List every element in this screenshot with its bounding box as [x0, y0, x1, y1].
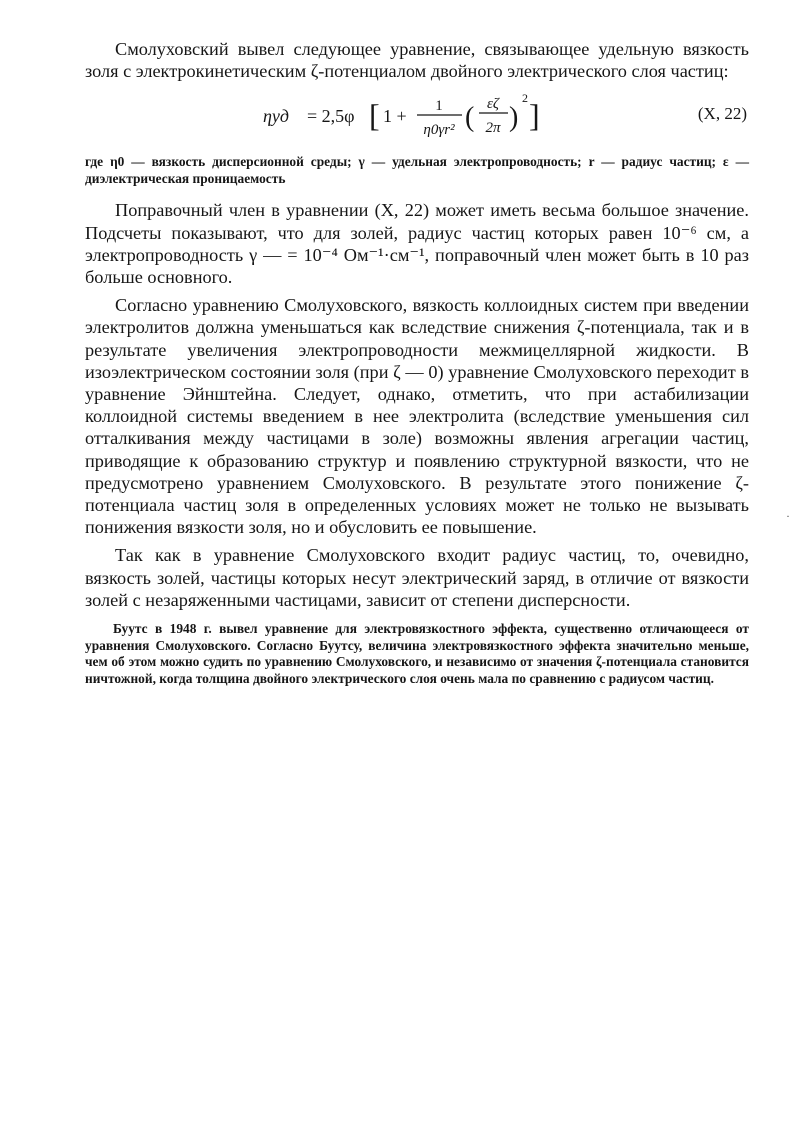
paragraph-booth: Буутс в 1948 г. вывел уравнение для электровязкостного эффекта, существенно отличающееся от уравнения Смолуховского. Согласно Буутсу, величина электровязкостного эффекта значительно меньше, чем об этом можно судить по уравнению Смолуховского, и независимо от значения ζ-потенциала становится ничтожной, когда толщина двойного электрического слоя очень мала по сравнению с радиусом частиц.	[85, 621, 749, 686]
eq-one-plus: 1 +	[383, 106, 407, 127]
paragraph-correction: Поправочный член в уравнении (X, 22) может иметь весьма большое значение. Подсчеты показывают, что для золей, радиус частиц которых равен 10⁻⁶ см, а электропроводность γ — = 10⁻⁴ Ом⁻¹·см⁻¹, поправочный член может быть в 10 раз больше основного.	[85, 200, 749, 288]
eq-bracket-right: ]	[529, 97, 540, 134]
equation-x22	[85, 84, 749, 146]
eq-paren-left: (	[465, 102, 475, 134]
page-content	[85, 38, 749, 687]
margin-mark: ·	[786, 509, 790, 523]
equation-formula	[85, 84, 749, 146]
eq-lhs: ηуд	[263, 106, 289, 127]
paragraph-smoluchowski: Согласно уравнению Смолуховского, вязкость коллоидных систем при введении электролитов должна уменьшаться как вследствие снижения ζ-потенциала, так и в результате увеличения электропроводности межмицеллярной жидкости. В изоэлектрическом состоянии золя (при ζ — 0) уравнение Смолуховского переходит в уравнение Эйнштейна. Следует, однако, отметить, что при астабилизации коллоидной системы введением в нее электролита (вследствие уменьшения сил отталкивания между частицами в золе) возможны явления агрегации частиц, приводящие к образованию структур и появлению структурной вязкости, что не предусмотрено уравнением Смолуховского. В результате этого понижение ζ-потенциала частиц золя в определенных условиях может не только не вызывать понижения вязкости золя, но и обусловить ее повышение.	[85, 295, 749, 538]
equation-legend: где η0 — вязкость дисперсионной среды; γ — удельная электропроводность; r — радиус частиц; ε — диэлектрическая проницаемость	[85, 154, 749, 186]
paragraph-intro: Смолуховский вывел следующее уравнение, связывающее удельную вязкость золя с электрокинетическим ζ-потенциалом двойного электрического слоя частиц:	[85, 39, 749, 82]
eq-power: 2	[522, 91, 528, 106]
eq-bracket-left: [	[369, 97, 380, 134]
eq-frac-den: η0γr²	[423, 122, 455, 139]
eq-coef: = 2,5φ	[307, 106, 355, 127]
eq-paren-right: )	[509, 102, 519, 134]
eq-inner-num: εζ	[487, 96, 499, 113]
paragraph-radius: Так как в уравнение Смолуховского входит радиус частиц, то, очевидно, вязкость золей, частицы которых несут электрический заряд, в отличие от вязкости золей с незаряженными частицами, зависит от степени дисперсности.	[85, 545, 749, 610]
eq-inner-den: 2π	[485, 120, 501, 137]
equation-number: (X, 22)	[697, 104, 747, 124]
eq-frac-num: 1	[435, 98, 443, 115]
